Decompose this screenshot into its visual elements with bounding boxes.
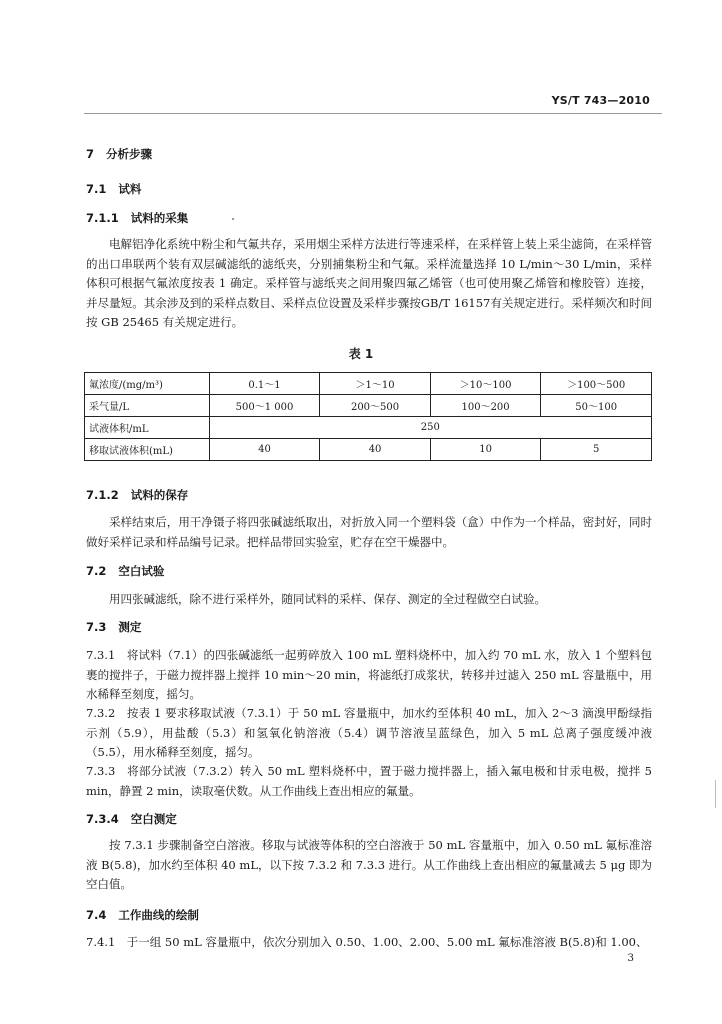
header-rule (84, 113, 662, 114)
clause-text: 将试料（7.1）的四张碱滤纸一起剪碎放入 100 mL 塑料烧杯中，加入约 70 mL 水，放入 1 个塑料包裹的搅拌子，于磁力搅拌器上搅拌 10 min～20 min，将滤纸打成浆状，转移并过滤入 250 mL 容量瓶中，用水稀释至刻度，摇匀。 (86, 648, 652, 701)
table-cell: ＞10～100 (430, 373, 541, 395)
table-1 (84, 372, 652, 461)
table-cell: 50～100 (541, 395, 652, 417)
section-7-1-2-heading (86, 487, 188, 503)
table-cell: 10 (430, 439, 541, 461)
section-title: 试料的保存 (130, 488, 189, 502)
paragraph-7-2: 用四张碱滤纸，除不进行采样外，随同试料的采样、保存、测定的全过程做空白试验。 (109, 592, 546, 606)
clause-text: 按表 1 要求移取试液（7.3.1）于 50 mL 容量瓶中，加水约至体积 40 mL，加入 2～3 滴溴甲酚绿指示剂（5.9），用盐酸（5.3）和氢氧化钠溶液（5.4）调节溶液呈蓝绿色，加入 5 mL 总离子强度缓冲液（5.5），用水稀释至刻度，摇匀。 (86, 706, 652, 759)
section-number: 7.1.2 (86, 488, 119, 502)
section-7-3-4-heading (86, 811, 177, 827)
clause-number: 7.3.1 (86, 648, 116, 662)
table-cell: ＞1～10 (320, 373, 431, 395)
paragraph-7-3-3 (86, 762, 652, 801)
page-number: 3 (627, 952, 634, 964)
section-title: 空白试验 (118, 564, 165, 578)
table-cell: 100～200 (430, 395, 541, 417)
paragraph-7-3-4: 按 7.3.1 步骤制备空白溶液。移取与试液等体积的空白溶液于 50 mL 容量瓶中，加入 0.50 mL 氟标准溶液 B(5.8)，加水约至体积 40 mL，以下按 7.3.2 和 7.3.3 进行。从工作曲线上查出相应的氟量减去 5 μg 即为空白值。 (86, 838, 652, 891)
section-title: 试料的采集 (130, 211, 189, 225)
section-title: 试料 (118, 182, 142, 196)
table-row (85, 439, 652, 461)
section-number: 7.1 (86, 182, 107, 196)
table-cell: 40 (209, 439, 320, 461)
table-cell: 200～500 (320, 395, 431, 417)
clause-number: 7.3.3 (86, 764, 116, 778)
paragraph-7-4-1 (86, 933, 652, 953)
paragraph-7-1-1: 电解铝净化系统中粉尘和气氟共存，采用烟尘采样方法进行等速采样，在采样管上装上采尘滤筒，在采样管的出口串联两个装有双层碱滤纸的滤纸夹，分别捕集粉尘和气氟。采样流量选择 10 L/min～30 L/min，采样体积可根据气氟浓度按表 1 确定。采样管与滤纸夹之间用聚四氟乙烯管（也可使用聚乙烯管和橡胶管）连接，并尽量短。其余涉及到的采样点数目、采样点位设置及采样步骤按GB/T 16157有关规定进行。采样频次和时间按 GB 25465 有关规定进行。 (86, 237, 652, 329)
clause-number: 7.3.2 (86, 706, 116, 720)
table-cell-merged: 250 (209, 417, 651, 439)
section-number: 7 (86, 147, 95, 161)
row-label: 氟浓度/(mg/m³) (85, 373, 210, 395)
table-row (85, 395, 652, 417)
table-cell: 0.1～1 (209, 373, 320, 395)
paragraph-7-1-2: 采样结束后，用干净镊子将四张碱滤纸取出，对折放入同一个塑料袋（盒）中作为一个样品，密封好，同时做好采样记录和样品编号记录。把样品带回实验室，贮存在空干燥器中。 (86, 515, 652, 549)
section-7-1-heading (86, 181, 141, 197)
row-label: 移取试液体积(mL) (85, 439, 210, 461)
scan-edge-mark (715, 780, 716, 808)
row-label: 采气量/L (85, 395, 210, 417)
clause-text: 于一组 50 mL 容量瓶中，依次分别加入 0.50、1.00、2.00、5.00 mL 氟标准溶液 B(5.8)和 1.00、 (126, 935, 648, 949)
section-title: 分析步骤 (106, 147, 153, 161)
paragraph-7-3-2 (86, 704, 652, 763)
table-row (85, 417, 652, 439)
section-number: 7.4 (86, 908, 107, 922)
table-cell: ＞100～500 (541, 373, 652, 395)
section-title: 测定 (118, 620, 142, 634)
clause-text: 将部分试液（7.3.2）转入 50 mL 塑料烧杯中，置于磁力搅拌器上，插入氟电极和甘汞电极，搅拌 5 min，静置 2 min，读取毫伏数。从工作曲线上查出相应的氟量。 (86, 764, 652, 798)
table-cell: 500～1 000 (209, 395, 320, 417)
section-number: 7.1.1 (86, 211, 119, 225)
section-number: 7.3 (86, 620, 107, 634)
clause-number: 7.4.1 (86, 935, 116, 949)
section-title: 工作曲线的绘制 (118, 908, 199, 922)
section-7-2-heading (86, 563, 164, 579)
section-title: 空白测定 (130, 812, 177, 826)
scan-speck (232, 218, 234, 220)
section-7-heading (86, 146, 152, 162)
table-cell: 5 (541, 439, 652, 461)
table-cell: 40 (320, 439, 431, 461)
standard-code: YS/T 743—2010 (551, 94, 650, 107)
table-1-caption: 表 1 (348, 347, 374, 361)
section-7-1-1-heading (86, 210, 188, 226)
section-number: 7.3.4 (86, 812, 119, 826)
section-number: 7.2 (86, 564, 107, 578)
section-7-4-heading (86, 907, 199, 923)
paragraph-7-3-1 (86, 646, 652, 705)
row-label: 试液体积/mL (85, 417, 210, 439)
section-7-3-heading (86, 619, 141, 635)
table-row (85, 373, 652, 395)
